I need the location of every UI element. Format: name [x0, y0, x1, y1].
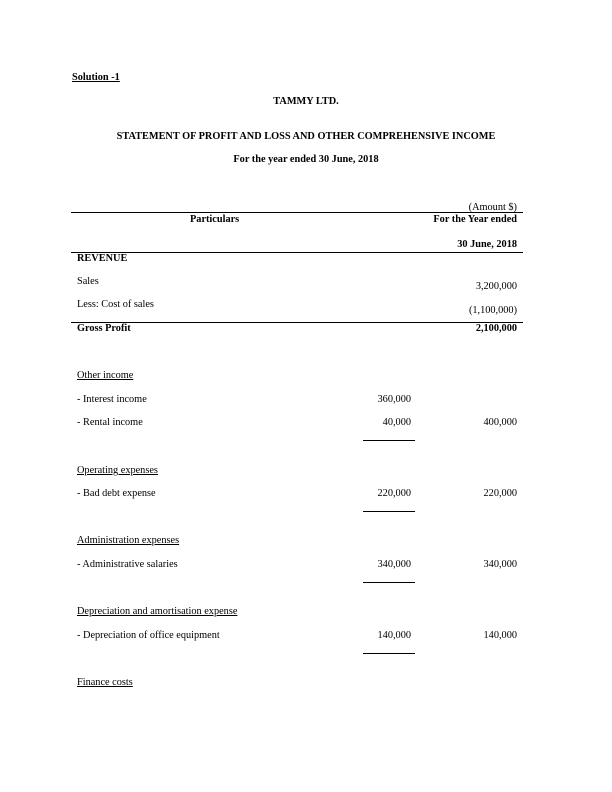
bad-debt-label: - Bad debt expense: [77, 488, 156, 499]
col-header-year-line2: 30 June, 2018: [457, 239, 517, 250]
statement-title: STATEMENT OF PROFIT AND LOSS AND OTHER COMPREHENSIVE INCOME: [116, 131, 496, 142]
depreciation-subtotal-rule: [363, 653, 415, 654]
solution-label: Solution -1: [72, 72, 120, 83]
table-top-rule: [71, 212, 523, 213]
finance-costs-heading: Finance costs: [77, 677, 133, 688]
cost-of-sales-label: Less: Cost of sales: [77, 299, 154, 310]
admin-salaries-label: - Administrative salaries: [77, 559, 178, 570]
cost-of-sales-value: (1,100,000): [468, 305, 517, 316]
gross-profit-label: Gross Profit: [77, 323, 131, 334]
operating-subtotal-rule: [363, 511, 415, 512]
administration-expenses-total: 340,000: [483, 559, 517, 570]
depreciation-heading: Depreciation and amortisation expense: [77, 606, 238, 617]
gross-profit-value: 2,100,000: [475, 323, 517, 334]
admin-salaries-value: 340,000: [377, 559, 411, 570]
administration-expenses-heading: Administration expenses: [77, 535, 180, 546]
statement-period: For the year ended 30 June, 2018: [233, 154, 379, 165]
rental-income-label: - Rental income: [77, 417, 143, 428]
sales-label: Sales: [77, 276, 99, 287]
other-income-total: 400,000: [483, 417, 517, 428]
operating-expenses-total: 220,000: [483, 488, 517, 499]
depreciation-total: 140,000: [483, 630, 517, 641]
amount-note: (Amount $): [468, 202, 517, 213]
office-depreciation-value: 140,000: [377, 630, 411, 641]
administration-subtotal-rule: [363, 582, 415, 583]
company-name: TAMMY LTD.: [273, 96, 339, 107]
other-income-heading: Other income: [77, 370, 134, 381]
operating-expenses-heading: Operating expenses: [77, 465, 158, 476]
table-header-rule: [71, 252, 523, 253]
revenue-heading: REVENUE: [77, 253, 128, 264]
interest-income-label: - Interest income: [77, 394, 147, 405]
col-header-year-line1: For the Year ended: [433, 214, 517, 225]
office-depreciation-label: - Depreciation of office equipment: [77, 630, 220, 641]
bad-debt-value: 220,000: [377, 488, 411, 499]
other-income-subtotal-rule: [363, 440, 415, 441]
rental-income-value: 40,000: [382, 417, 411, 428]
col-header-particulars: Particulars: [190, 214, 240, 225]
sales-value: 3,200,000: [475, 281, 517, 292]
interest-income-value: 360,000: [377, 394, 411, 405]
